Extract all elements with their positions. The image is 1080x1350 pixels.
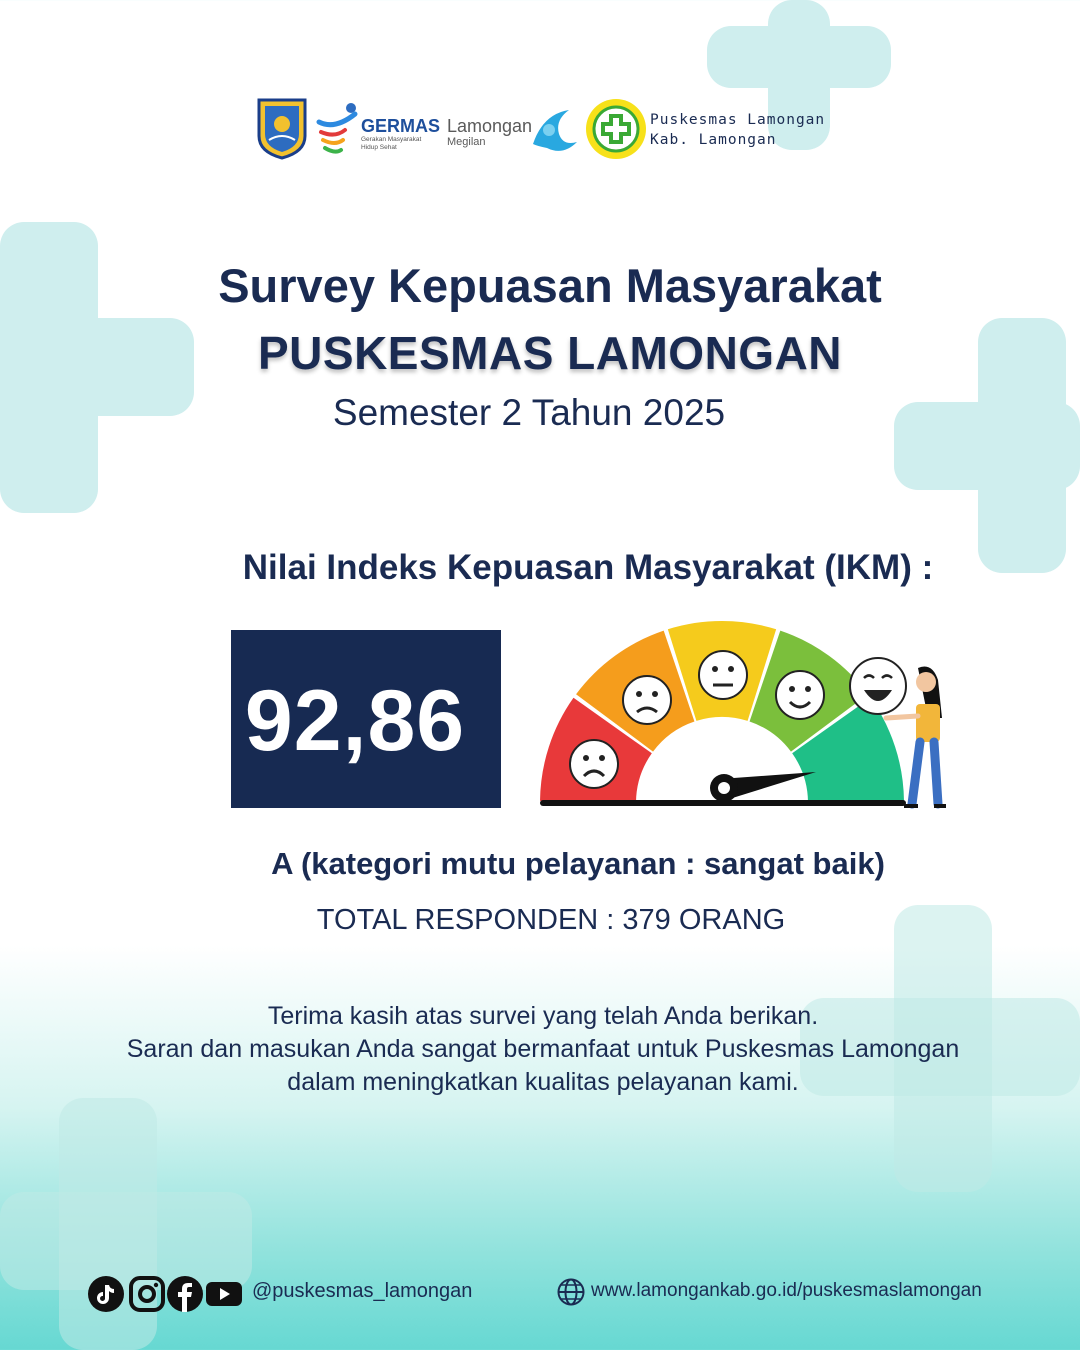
facebook-icon[interactable] xyxy=(167,1276,203,1312)
globe-icon xyxy=(556,1277,586,1307)
face-happy-icon xyxy=(776,671,824,719)
header-logos xyxy=(255,96,655,162)
germas-subtext-1: Gerakan Masyarakat xyxy=(361,136,422,143)
kab-lamongan-emblem xyxy=(255,96,309,160)
thank-you-message xyxy=(0,1000,1080,1099)
thanks-line-3: dalam meningkatkan kualitas pelayanan kami. xyxy=(287,1068,799,1096)
total-respondents: TOTAL RESPONDEN : 379 ORANG xyxy=(316,904,786,936)
lamongan-text: Lamongan xyxy=(447,116,533,136)
website-link[interactable]: www.lamongankab.go.id/puskesmaslamongan xyxy=(591,1280,982,1301)
face-very-happy-icon xyxy=(850,658,906,714)
thanks-line-2: Saran dan masukan Anda sangat bermanfaat untuk Puskesmas Lamongan xyxy=(126,1035,960,1063)
gauge-base-line xyxy=(540,800,906,806)
semester-label: Semester 2 Tahun 2025 xyxy=(332,392,726,433)
tiktok-icon[interactable] xyxy=(88,1276,124,1312)
face-very-sad-icon xyxy=(570,740,618,788)
instagram-icon[interactable] xyxy=(129,1276,165,1312)
page-title: Survey Kepuasan Masyarakat xyxy=(218,259,882,312)
germas-text: GERMAS xyxy=(361,116,441,136)
lamongan-wave-icon xyxy=(529,104,581,152)
page-subtitle: PUSKESMAS LAMONGAN xyxy=(257,327,843,379)
institution-line-2: Kab. Lamongan xyxy=(650,132,777,148)
germas-subtext-2: Hidup Sehat xyxy=(361,144,397,151)
megilan-text: Megilan xyxy=(447,136,486,148)
germas-logo-mark xyxy=(315,100,363,158)
ikm-label: Nilai Indeks Kepuasan Masyarakat (IKM) : xyxy=(242,548,934,587)
decor-cross-top-h xyxy=(707,26,891,88)
quality-category: A (kategori mutu pelayanan : sangat baik) xyxy=(271,846,885,881)
satisfaction-gauge xyxy=(530,620,950,816)
youtube-icon[interactable] xyxy=(206,1276,242,1312)
puskesmas-logo xyxy=(585,98,647,160)
thanks-line-1: Terima kasih atas survei yang telah Anda berikan. xyxy=(267,1002,819,1030)
face-sad-icon xyxy=(623,676,671,724)
face-neutral-icon xyxy=(699,651,747,699)
institution-name xyxy=(650,110,825,150)
social-handle[interactable]: @puskesmas_lamongan xyxy=(252,1280,473,1302)
institution-line-1: Puskesmas Lamongan xyxy=(650,112,826,128)
ikm-score: 92,86 xyxy=(244,673,466,769)
